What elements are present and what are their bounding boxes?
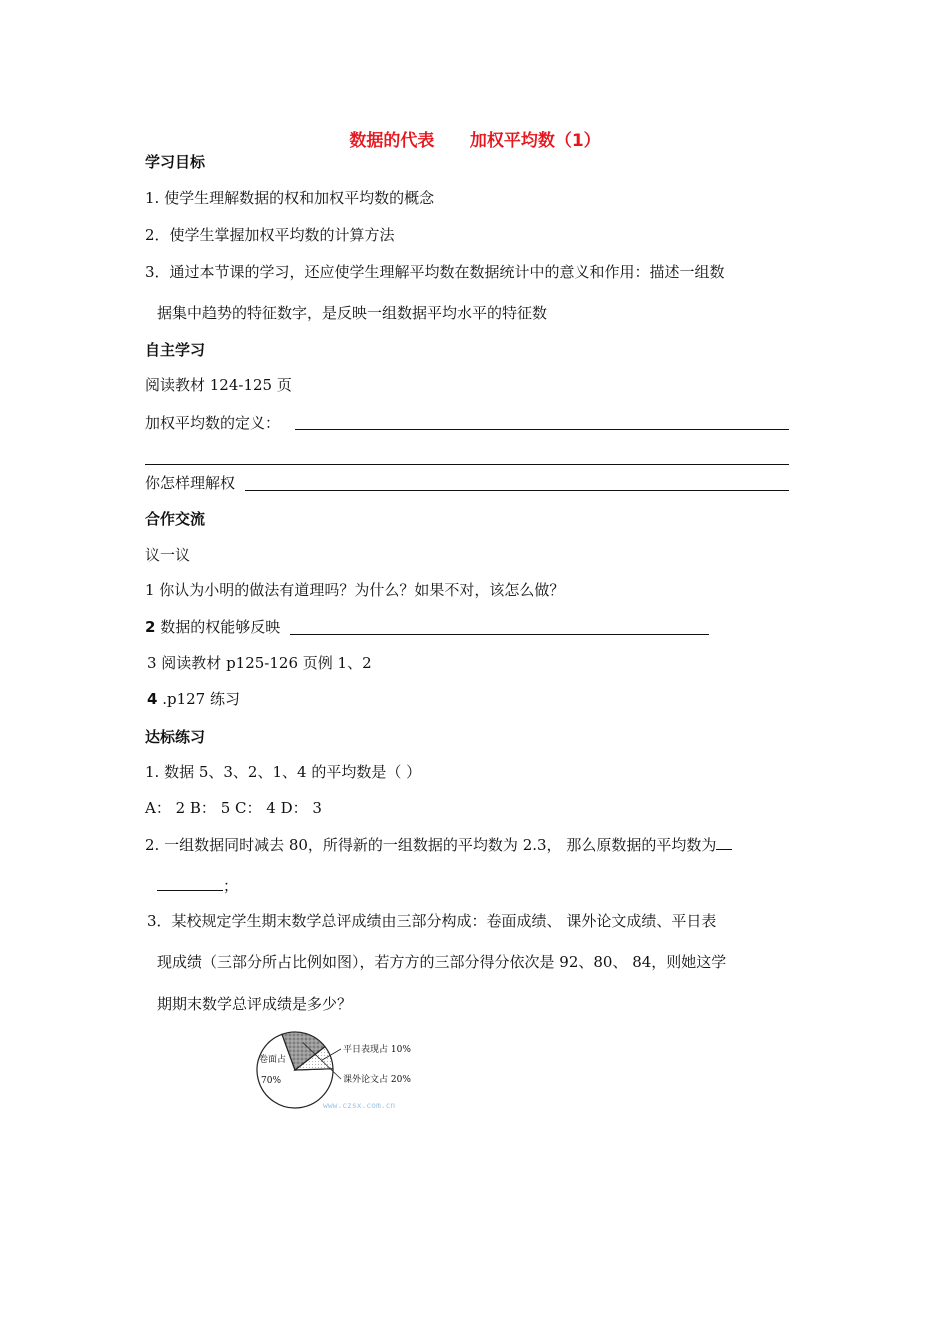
question-2-number: 2 (145, 618, 156, 636)
goal-3-line-1: 3．通过本节课的学习，还应使学生理解平均数在数据统计中的意义和作用：描述一组数 (145, 263, 725, 281)
question-2 (145, 617, 280, 637)
pie-label-exam-name: 卷面占 (259, 1055, 287, 1065)
question-2-blank-line (290, 634, 709, 635)
practice-1-options: A： 2 B： 5 C： 4 D： 3 (145, 799, 322, 817)
score-ratio-pie-chart (245, 1030, 445, 1115)
pie-label-exam-value: 70% (261, 1076, 282, 1086)
goal-1: 1. 使学生理解数据的权和加权平均数的概念 (145, 189, 435, 207)
heading-practice: 达标练习 (145, 728, 206, 746)
practice-2-blank-end (157, 876, 223, 891)
practice-2-semicolon: ； (223, 877, 239, 895)
practice-1: 1. 数据 5、3、2、1、4 的平均数是（ ） (145, 763, 422, 781)
read-textbook: 阅读教材 124-125 页 (145, 376, 292, 394)
goal-3-line-2: 据集中趋势的特征数字，是反映一组数据平均水平的特征数 (157, 304, 548, 322)
question-4 (147, 689, 240, 709)
page-title: 数据的代表 加权平均数（1） (349, 131, 601, 151)
question-3: 3 阅读教材 p125-126 页例 1、2 (147, 654, 372, 672)
practice-3-line-3: 期期末数学总评成绩是多少？ (157, 995, 353, 1013)
practice-2-line-1 (145, 835, 732, 855)
question-1: 1 你认为小明的做法有道理吗？为什么？如果不对，该怎么做？ (145, 581, 565, 599)
goal-2: 2．使学生掌握加权平均数的计算方法 (145, 226, 395, 244)
discuss: 议一议 (145, 546, 191, 564)
heading-self-study: 自主学习 (145, 341, 206, 359)
practice-3-line-1: 3．某校规定学生期末数学总评成绩由三部分构成：卷面成绩、 课外论文成绩、平日表 (147, 912, 717, 930)
heading-cooperate: 合作交流 (145, 510, 206, 528)
practice-2-line-2 (157, 876, 238, 896)
definition-blank-line-2 (145, 464, 789, 465)
understand-weight-label: 你怎样理解权 (145, 474, 236, 492)
understand-blank-line (245, 490, 789, 491)
chart-watermark: www.czsx.com.cn (323, 1101, 396, 1110)
definition-label: 加权平均数的定义： (145, 414, 281, 432)
practice-3-line-2: 现成绩（三部分所占比例如图），若方方的三部分得分依次是 92、80、 84，则她这学 (157, 953, 727, 971)
question-4-text: .p127 练习 (157, 690, 240, 708)
pie-label-essay: 课外论文占 20% (343, 1075, 411, 1085)
question-4-number: 4 (147, 690, 158, 708)
practice-2-text: 2. 一组数据同时减去 80，所得新的一组数据的平均数为 2.3， 那么原数据的平均数为 (145, 836, 717, 854)
definition-blank-line (295, 429, 789, 430)
question-2-text: 数据的权能够反映 (155, 618, 281, 636)
heading-goals: 学习目标 (145, 153, 206, 171)
practice-2-blank-start (716, 835, 732, 850)
pie-label-daily: 平日表现占 10% (343, 1045, 411, 1055)
